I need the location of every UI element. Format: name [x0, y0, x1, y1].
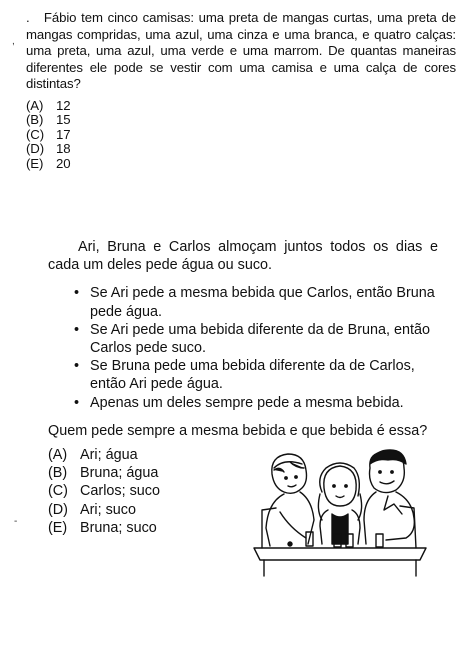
option-letter: (D) — [48, 501, 68, 518]
condition-item — [74, 284, 438, 320]
bullet-icon: • — [74, 285, 80, 302]
bullet-icon: • — [74, 321, 80, 338]
condition-list — [48, 284, 438, 411]
option-letter: (A) — [48, 447, 68, 464]
option-value: Bruna; água — [80, 465, 159, 482]
option-value: Carlos; suco — [80, 483, 160, 500]
option-value: Ari; suco — [80, 501, 136, 518]
condition-text: Se Bruna pede uma bebida diferente da de Carlos, então Ari pede água. — [90, 358, 415, 393]
question-2-question: Quem pede sempre a mesma bebida e que bebida é essa? — [48, 422, 428, 439]
option-a — [26, 99, 456, 114]
option-value: 17 — [56, 126, 71, 142]
question-1-text — [26, 10, 456, 93]
option-letter: (B) — [48, 465, 68, 482]
condition-text: Se Ari pede uma bebida diferente da de Bruna, então Carlos pede suco. — [90, 321, 431, 357]
option-letter: (C) — [26, 126, 45, 142]
condition-text: Apenas um deles sempre pede a mesma bebida. — [90, 394, 404, 411]
bullet-icon: • — [74, 394, 80, 411]
question-2-intro: Ari, Bruna e Carlos almoçam juntos todos os dias e cada um deles pede água ou suco. — [48, 239, 438, 274]
option-value: Bruna; suco — [80, 519, 157, 536]
condition-item — [74, 321, 438, 357]
option-value: 15 — [56, 112, 71, 127]
option-d — [26, 142, 456, 157]
option-letter: (D) — [26, 141, 45, 156]
option-b — [26, 113, 456, 128]
three-friends-lunch-drawing-icon — [250, 448, 430, 578]
scan-mark: , — [12, 36, 15, 47]
question-1 — [26, 10, 456, 171]
question-1-number: . — [26, 10, 30, 25]
option-letter: (E) — [48, 519, 68, 536]
option-value: Ari; água — [80, 447, 138, 464]
option-e — [26, 157, 456, 172]
option-letter: (B) — [26, 112, 44, 127]
question-1-statement: Fábio tem cinco camisas: uma preta de mangas curtas, uma preta de mangas compridas, uma azul, uma cinza e uma branca, e quatro calças: uma preta, uma azul, uma verde e uma marrom. De quantas maneiras diferentes ele pode se vestir com uma camisa e uma calça de cores distintas? — [26, 10, 456, 91]
option-value: 18 — [56, 141, 71, 156]
option-letter: (A) — [26, 97, 44, 113]
option-value: 12 — [56, 97, 71, 113]
option-letter: (E) — [26, 155, 44, 171]
scan-mark: - — [14, 516, 18, 527]
option-c — [26, 128, 456, 143]
bullet-icon: • — [74, 358, 80, 375]
option-value: 20 — [56, 155, 71, 171]
condition-item — [74, 394, 438, 412]
option-letter: (C) — [48, 483, 68, 500]
condition-item — [74, 357, 438, 393]
condition-text: Se Ari pede a mesma bebida que Carlos, então Bruna pede água. — [90, 285, 435, 320]
question-1-options — [26, 99, 456, 172]
